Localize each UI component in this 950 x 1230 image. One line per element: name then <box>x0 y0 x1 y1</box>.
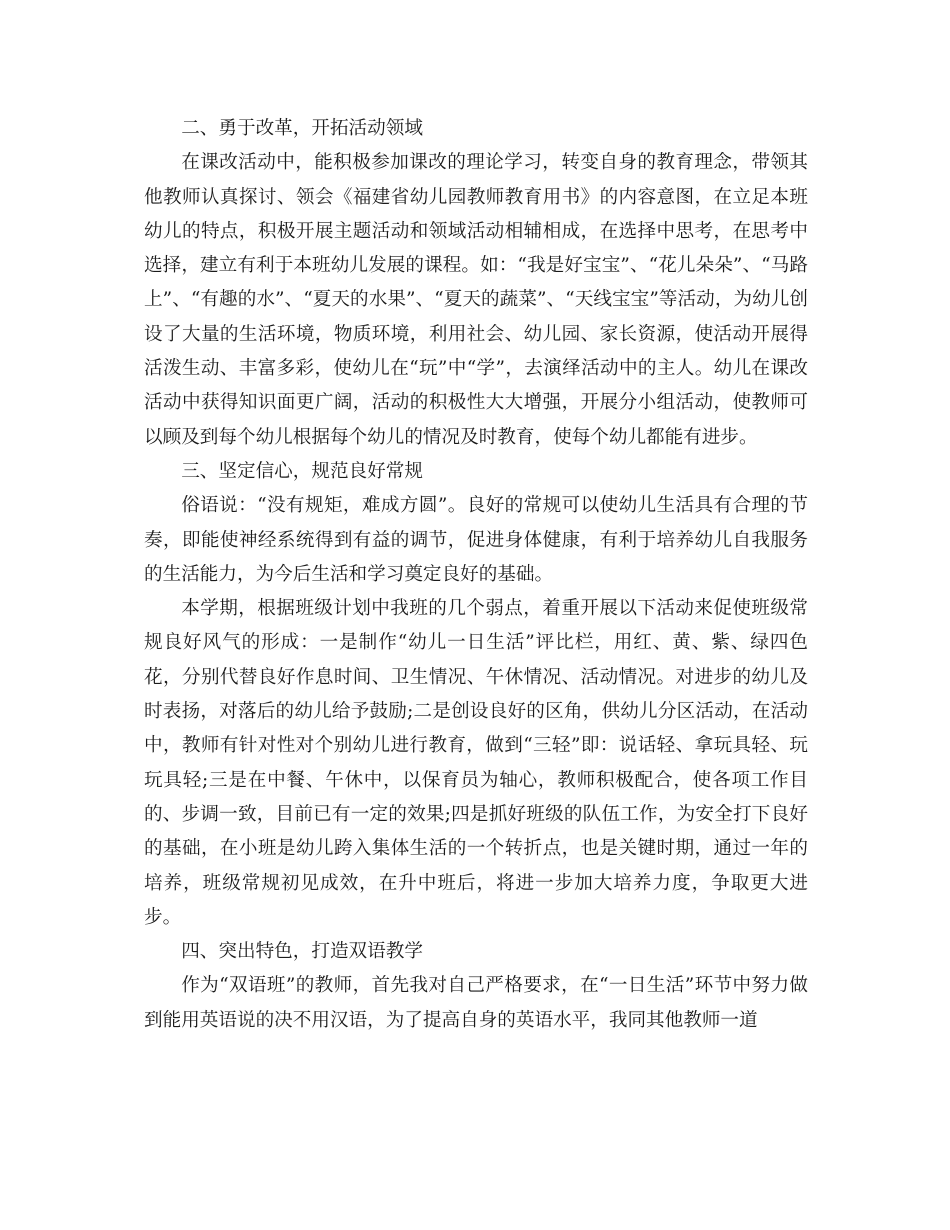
section-heading-bilingual: 四、突出特色，打造双语教学 <box>181 941 423 963</box>
paragraph-routine-activities: 本学期，根据班级计划中我班的几个弱点，着重开展以下活动来促使班级常规良好风气的形成：一是制作“幼儿一日生活”评比栏，用红、黄、紫、绿四色花，分别代替良好作息时间、卫生情况、午休情况、活动情况。对进步的幼儿及时表扬，对落后的幼儿给予鼓励;二是创设良好的区角，供幼儿分区活动，在活动中，教师有针对性对个别幼儿进行教育，做到“三轻”即：说话轻、拿玩具轻、玩玩具轻;三是在中餐、午休中，以保育员为轴心，教师积极配合，使各项工作目的、步调一致，目前已有一定的效果;四是抓好班级的队伍工作，为安全打下良好的基础，在小班是幼儿跨入集体生活的一个转折点，也是关键时期，通过一年的培养，班级常规初见成效，在升中班后，将进一步加大培养力度，争取更大进步。 <box>144 598 808 928</box>
paragraph-routine-intro: 俗语说：“没有规矩，难成方圆”。良好的常规可以使幼儿生活具有合理的节奏，即能使神经系统得到有益的调节，促进身体健康，有利于培养幼儿自我服务的生活能力，为今后生活和学习奠定良好的基础。 <box>144 495 808 585</box>
section-heading-routine: 三、坚定信心，规范良好常规 <box>181 460 423 482</box>
paragraph-bilingual-teaching: 作为“双语班”的教师，首先我对自己严格要求，在“一日生活”环节中努力做到能用英语说的决不用汉语，为了提高自身的英语水平，我同其他教师一道 <box>144 975 808 1031</box>
paragraph-curriculum-reform: 在课改活动中，能积极参加课改的理论学习，转变自身的教育理念，带领其他教师认真探讨、领会《福建省幼儿园教师教育用书》的内容意图，在立足本班幼儿的特点，积极开展主题活动和领域活动相辅相成，在选择中思考，在思考中选择，建立有利于本班幼儿发展的课程。如：“我是好宝宝”、“花儿朵朵”、“马路上”、“有趣的水”、“夏天的水果”、“夏天的蔬菜”、“天线宝宝”等活动，为幼儿创设了大量的生活环境，物质环境，利用社会、幼儿园、家长资源，使活动开展得活泼生动、丰富多彩，使幼儿在“玩”中“学”，去演绎活动中的主人。幼儿在课改活动中获得知识面更广阔，活动的积极性大大增强，开展分小组活动，使教师可以顾及到每个幼儿根据每个幼儿的情况及时教育，使每个幼儿都能有进步。 <box>144 152 808 448</box>
document-body <box>144 112 808 1038</box>
section-heading-reform: 二、勇于改革，开拓活动领域 <box>181 118 423 139</box>
